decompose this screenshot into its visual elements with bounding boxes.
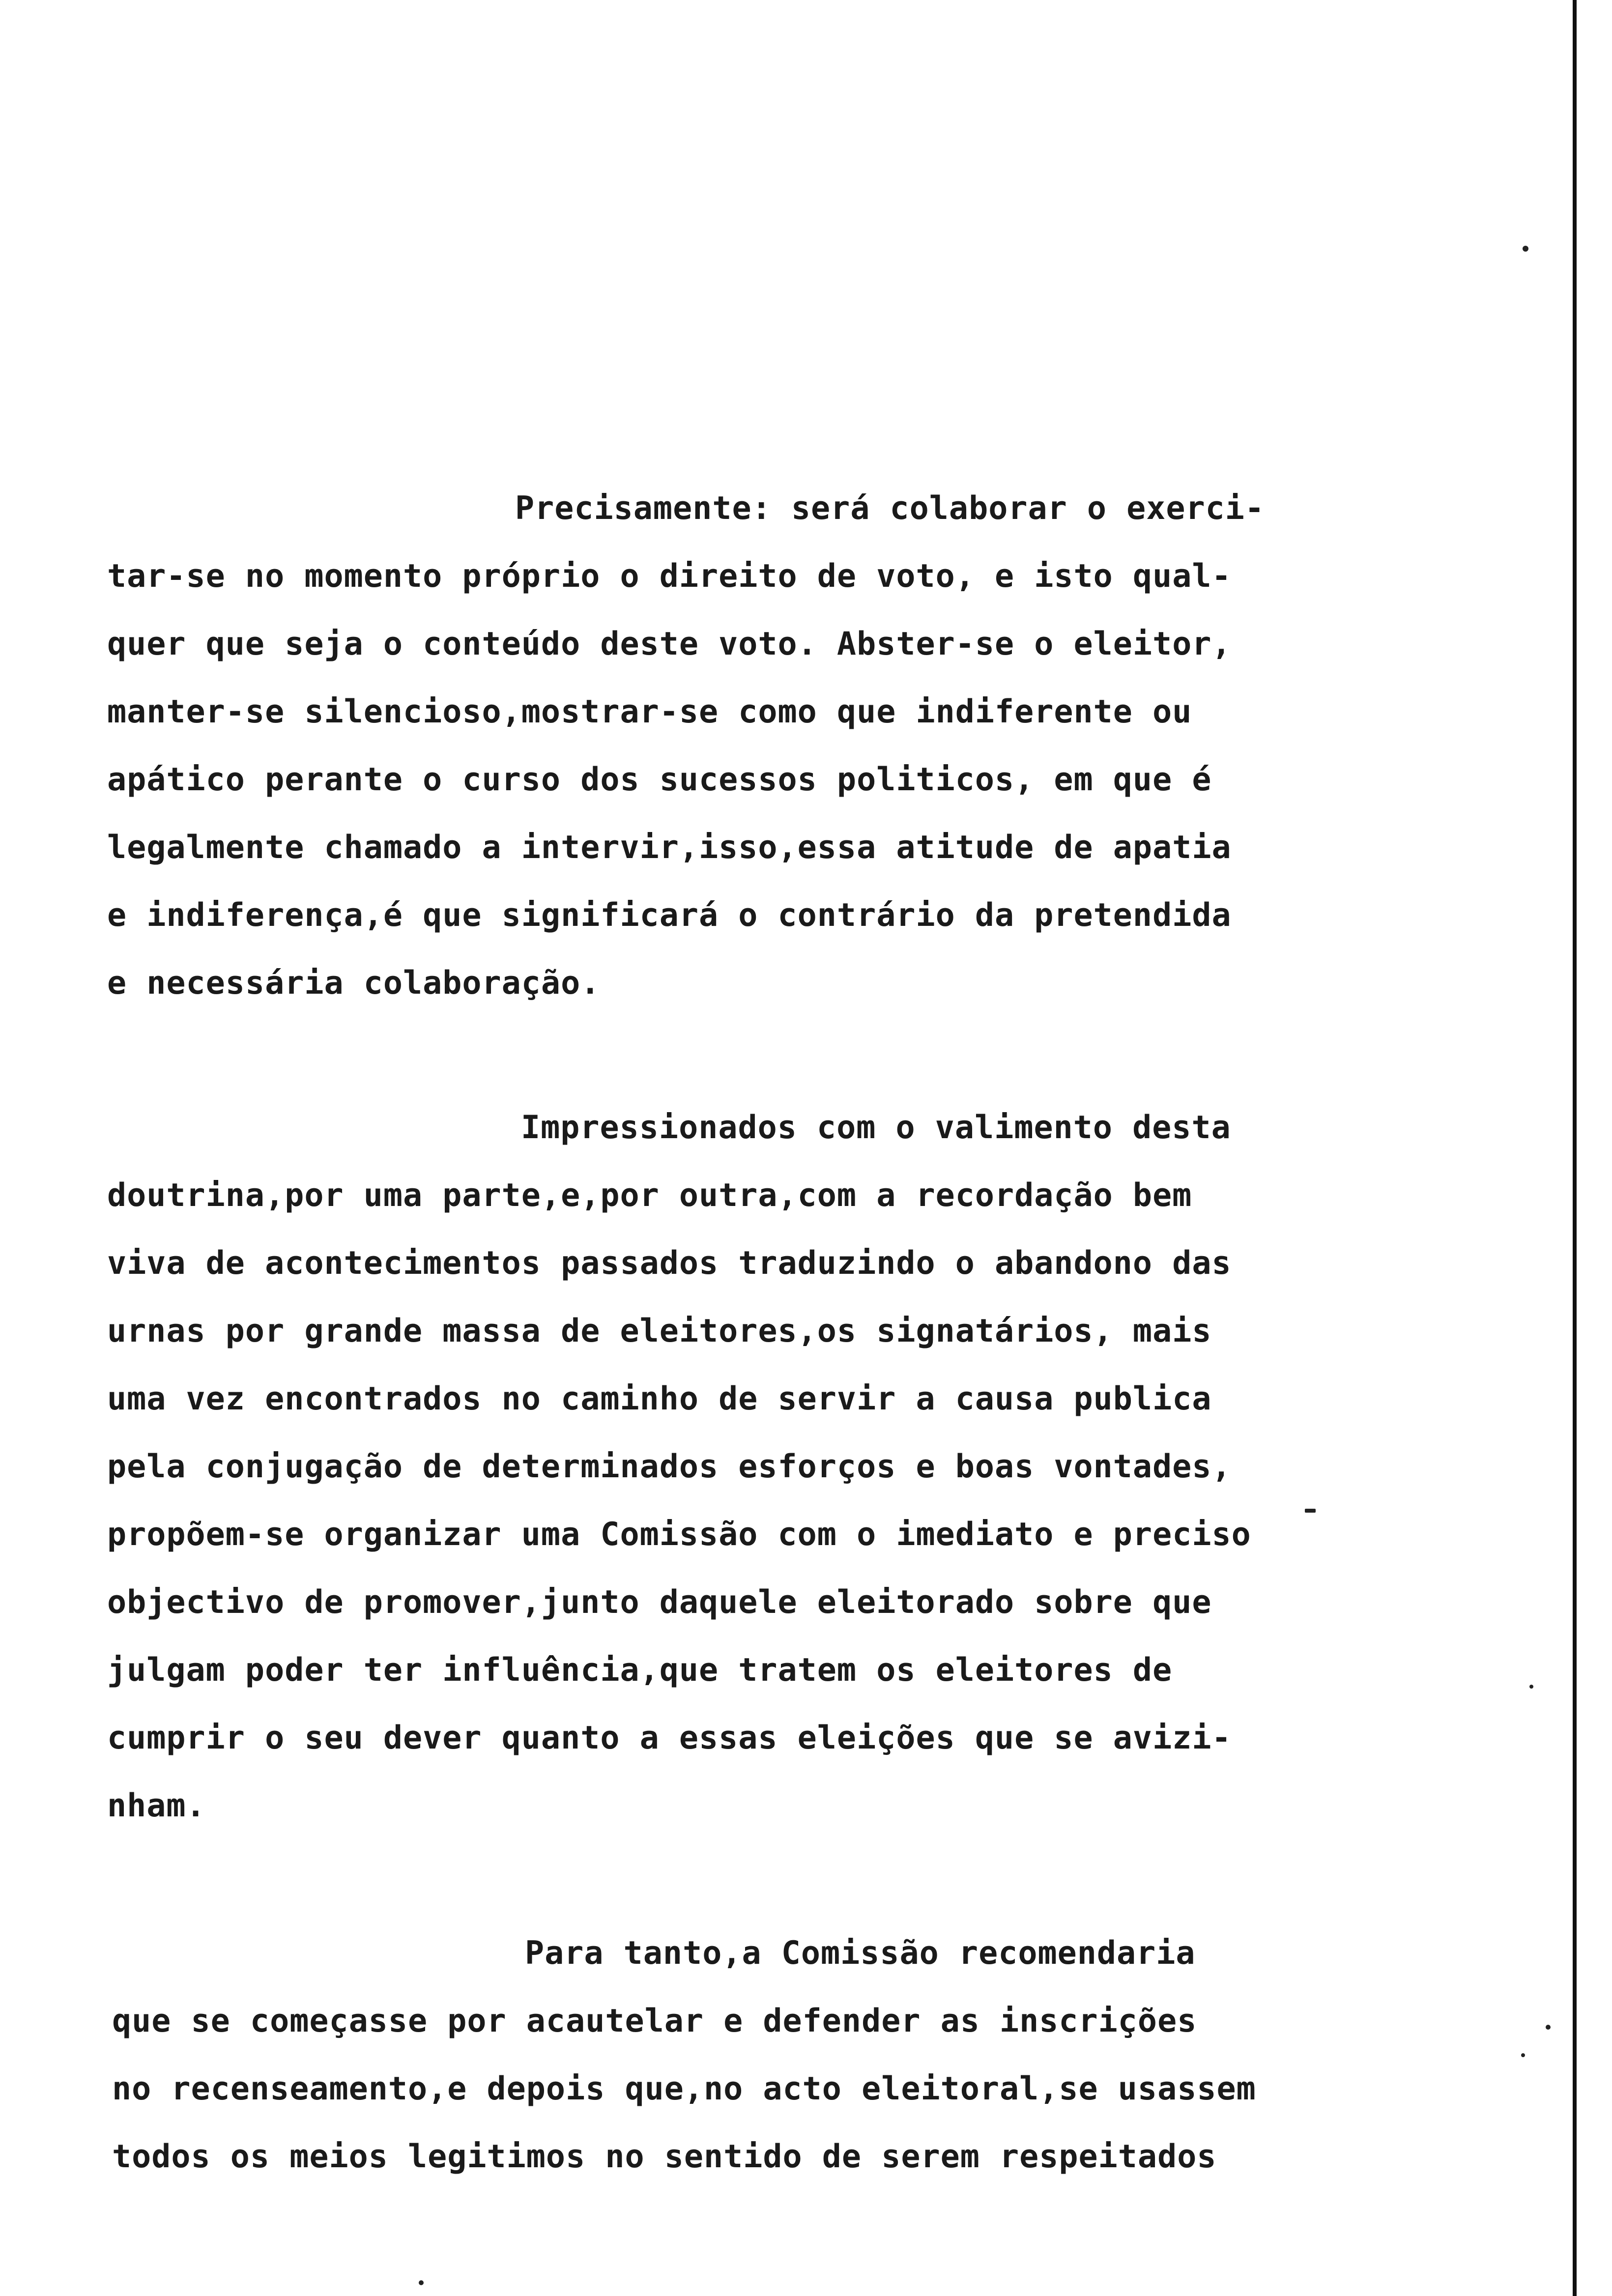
page-edge-border	[1573, 0, 1577, 2296]
text-line: objectivo de promover,junto daquele eleitorado sobre que	[107, 1584, 1212, 1621]
text-line: quer que seja o conteúdo deste voto. Abster-se o eleitor,	[107, 626, 1232, 662]
text-line: propõem-se organizar uma Comissão com o imediato e preciso	[107, 1516, 1251, 1553]
scan-speck	[419, 2280, 424, 2285]
text-line: no recenseamento,e depois que,no acto eleitoral,se usassem	[112, 2070, 1256, 2107]
text-line: manter-se silencioso,mostrar-se como que indiferente ou	[107, 693, 1192, 730]
text-line: Impressionados com o valimento desta	[521, 1109, 1231, 1146]
text-line: cumprir o seu dever quanto a essas eleições que se avizi-	[107, 1720, 1232, 1756]
text-line: doutrina,por uma parte,e,por outra,com a recordação bem	[107, 1177, 1192, 1214]
text-line: todos os meios legitimos no sentido de serem respeitados	[112, 2138, 1217, 2175]
text-line: legalmente chamado a intervir,isso,essa atitude de apatia	[107, 829, 1232, 866]
text-line: urnas por grande massa de eleitores,os signatários, mais	[107, 1313, 1212, 1349]
scan-speck	[1521, 2053, 1525, 2057]
text-line: viva de acontecimentos passados traduzindo o abandono das	[107, 1245, 1232, 1282]
text-line: uma vez encontrados no caminho de servir a causa publica	[107, 1380, 1212, 1417]
scan-speck	[1523, 246, 1528, 252]
text-line: pela conjugação de determinados esforços e boas vontades,	[107, 1448, 1232, 1485]
text-line: Para tanto,a Comissão recomendaria	[525, 1935, 1196, 1972]
text-line: Precisamente: será colaborar o exerci-	[515, 490, 1265, 527]
text-line: nham.	[107, 1787, 206, 1824]
text-line: julgam poder ter influência,que tratem os eleitores de	[107, 1652, 1173, 1689]
scan-speck	[1529, 1685, 1533, 1689]
text-line: e indiferença,é que significará o contrário da pretendida	[107, 897, 1232, 934]
text-line: apático perante o curso dos sucessos politicos, em que é	[107, 761, 1212, 798]
text-line: que se começasse por acautelar e defender as inscrições	[112, 2003, 1197, 2039]
scan-speck	[1546, 2025, 1551, 2030]
text-line: e necessária colaboração.	[107, 965, 601, 1002]
scan-speck	[1305, 1509, 1316, 1513]
text-line: tar-se no momento próprio o direito de voto, e isto qual-	[107, 558, 1232, 595]
